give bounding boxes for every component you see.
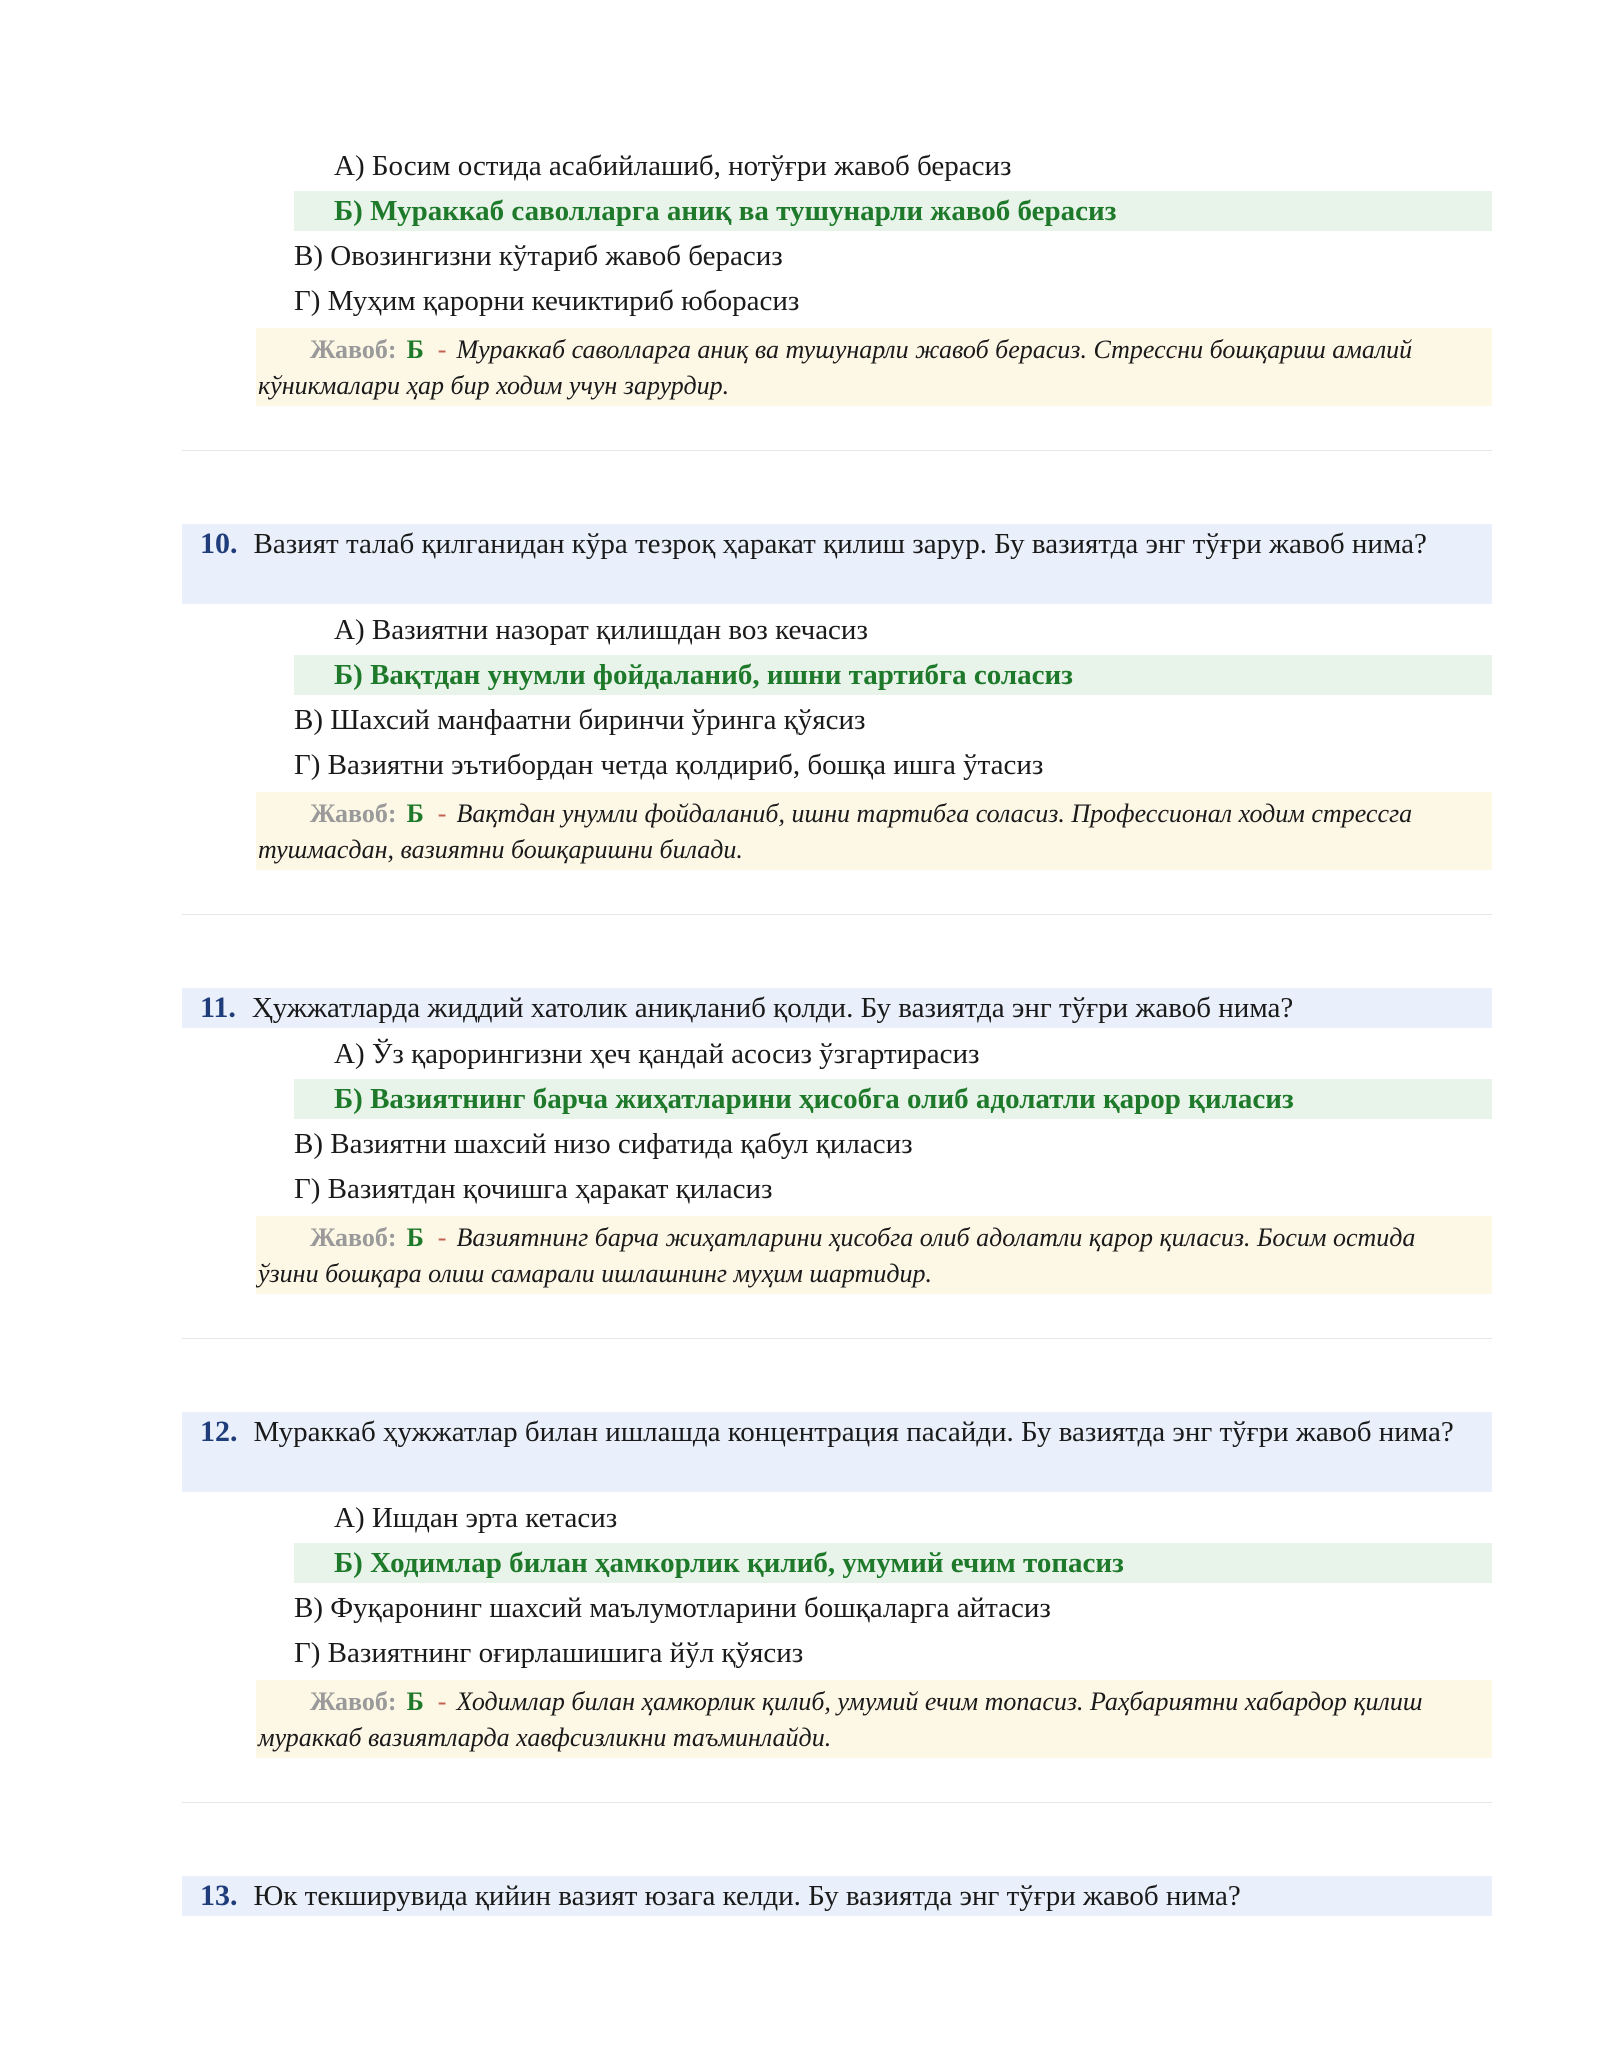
answer-letter: Б <box>406 1687 424 1716</box>
question-text: Ҳужжатларда жиддий хатолик аниқланиб қолди. Бу вазиятда энг тўғри жавоб нима? <box>251 992 1294 1024</box>
q9-option-a[interactable]: А) Босим остида асабийлашиб, нотўғри жавоб берасиз <box>334 150 1012 182</box>
q11-option-d[interactable]: Г) Вазиятдан қочишга ҳаракат қиласиз <box>294 1173 773 1205</box>
answer-label: Жавоб: <box>310 799 397 828</box>
q11-answer-box <box>256 1216 1492 1294</box>
q10-option-d[interactable]: Г) Вазиятни эътибордан четда қолдириб, бошқа ишга ўтасиз <box>294 749 1044 781</box>
q10-option-b-correct[interactable]: Б) Вақтдан унумли фойдаланиб, ишни тартибга соласиз <box>294 655 1492 695</box>
q10-answer-box <box>256 792 1492 870</box>
q13-question <box>182 1876 1492 1916</box>
q12-option-b-correct[interactable]: Б) Ходимлар билан ҳамкорлик қилиб, умумий ечим топасиз <box>294 1543 1492 1583</box>
q12-option-a[interactable]: А) Ишдан эрта кетасиз <box>334 1502 618 1534</box>
q9-answer-box <box>256 328 1492 406</box>
q11-option-b-correct[interactable]: Б) Вазиятнинг барча жиҳатларини ҳисобга олиб адолатли қарор қиласиз <box>294 1079 1492 1119</box>
answer-label: Жавоб: <box>310 1223 397 1252</box>
question-divider <box>182 450 1492 451</box>
q9-option-d[interactable]: Г) Муҳим қарорни кечиктириб юборасиз <box>294 285 800 317</box>
q12-option-d[interactable]: Г) Вазиятнинг оғирлашишига йўл қўясиз <box>294 1637 804 1669</box>
question-divider <box>182 914 1492 915</box>
answer-dash: - <box>437 335 447 364</box>
question-divider <box>182 1338 1492 1339</box>
answer-letter: Б <box>406 1223 424 1252</box>
question-text: Юк текширувида қийин вазият юзага келди. Бу вазиятда энг тўғри жавоб нима? <box>253 1880 1241 1912</box>
q11-option-c[interactable]: В) Вазиятни шахсий низо сифатида қабул қиласиз <box>294 1128 913 1160</box>
answer-label: Жавоб: <box>310 1687 397 1716</box>
q12-answer-box <box>256 1680 1492 1758</box>
answer-explanation: Вазиятнинг барча жиҳатларини ҳисобга олиб адолатли қарор қиласиз. Босим остида ўзини бошқара олиш самарали ишлашнинг муҳим шартидир. <box>258 1223 1416 1288</box>
q12-question <box>182 1412 1492 1492</box>
q10-option-a[interactable]: А) Вазиятни назорат қилишдан воз кечасиз <box>334 614 868 646</box>
answer-dash: - <box>437 1687 447 1716</box>
q9-option-c[interactable]: В) Овозингизни кўтариб жавоб берасиз <box>294 240 783 272</box>
q9-option-b-correct[interactable]: Б) Мураккаб саволларга аниқ ва тушунарли жавоб берасиз <box>294 191 1492 231</box>
question-divider <box>182 1802 1492 1803</box>
answer-explanation: Ходимлар билан ҳамкорлик қилиб, умумий ечим топасиз. Раҳбариятни хабардор қилиш мураккаб вазиятларда хавфсизликни таъминлайди. <box>258 1687 1423 1752</box>
question-number: 10. <box>200 527 238 560</box>
q12-option-c[interactable]: В) Фуқаронинг шахсий маълумотларини бошқаларга айтасиз <box>294 1592 1051 1624</box>
q11-option-a[interactable]: А) Ўз қарорингизни ҳеч қандай асосиз ўзгартирасиз <box>334 1038 980 1070</box>
question-number: 11. <box>200 991 236 1024</box>
answer-dash: - <box>437 799 447 828</box>
question-text: Мураккаб ҳужжатлар билан ишлашда концентрация пасайди. Бу вазиятда энг тўғри жавоб нима? <box>253 1416 1454 1448</box>
q10-option-c[interactable]: В) Шахсий манфаатни биринчи ўринга қўясиз <box>294 704 866 736</box>
answer-label: Жавоб: <box>310 335 397 364</box>
question-number: 13. <box>200 1879 238 1912</box>
q10-question <box>182 524 1492 604</box>
answer-letter: Б <box>406 335 424 364</box>
answer-explanation: Вақтдан унумли фойдаланиб, ишни тартибга соласиз. Профессионал ходим стрессга тушмасдан, вазиятни бошқаришни билади. <box>258 799 1413 864</box>
answer-dash: - <box>437 1223 447 1252</box>
answer-letter: Б <box>406 799 424 828</box>
question-text: Вазият талаб қилганидан кўра тезроқ ҳаракат қилиш зарур. Бу вазиятда энг тўғри жавоб нима? <box>253 528 1427 560</box>
question-number: 12. <box>200 1415 238 1448</box>
q11-question <box>182 988 1492 1028</box>
answer-explanation: Мураккаб саволларга аниқ ва тушунарли жавоб берасиз. Стрессни бошқариш амалий кўникмалари ҳар бир ходим учун зарурдир. <box>258 335 1413 400</box>
